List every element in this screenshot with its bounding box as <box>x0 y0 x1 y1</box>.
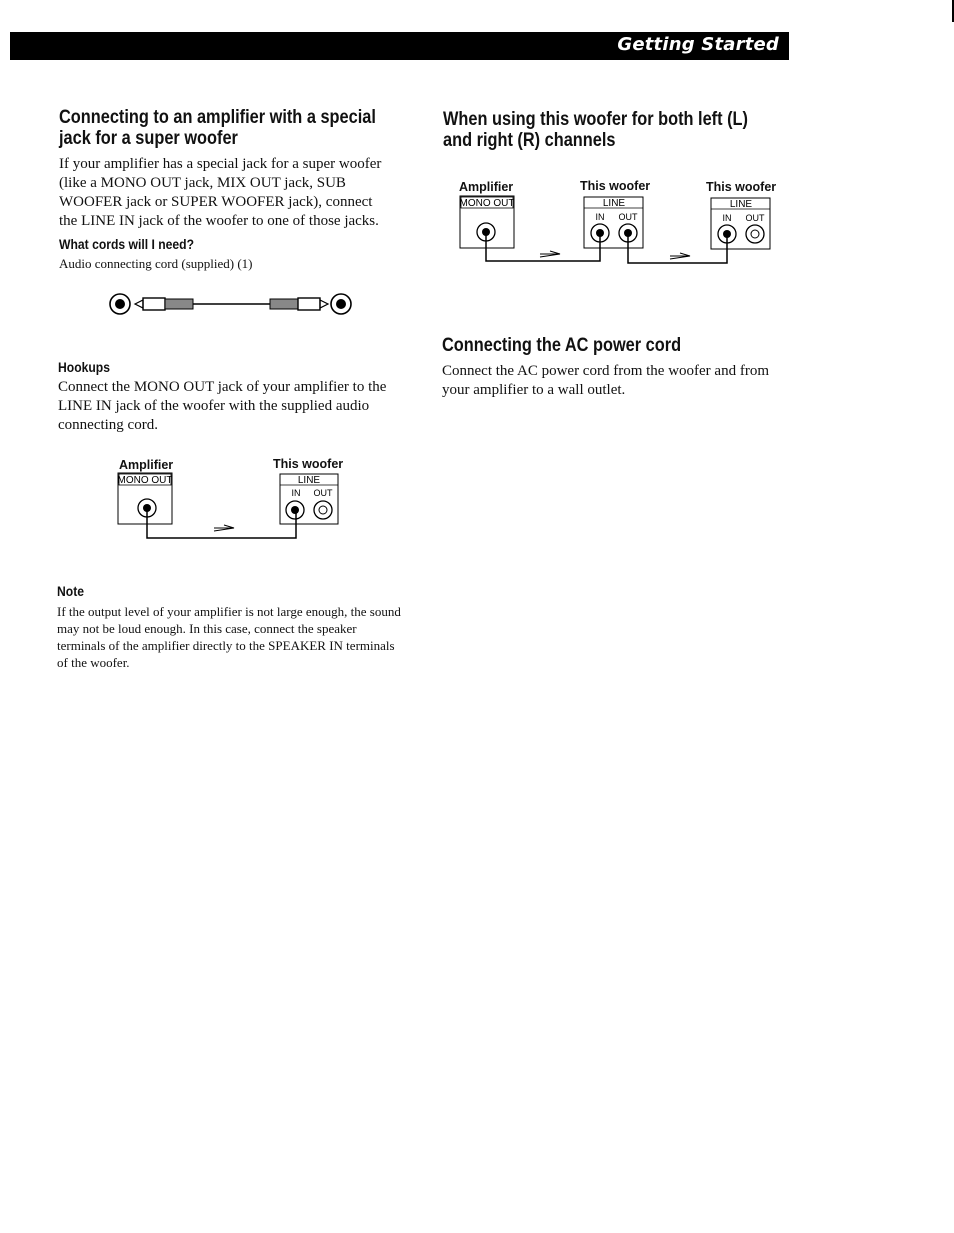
in-label: IN <box>291 488 301 498</box>
woofer2-line-label: LINE <box>729 199 753 210</box>
direction-arrow-2-icon <box>670 253 690 259</box>
direction-arrow-icon <box>214 525 234 531</box>
diagram2-amplifier-label: Amplifier <box>459 180 514 194</box>
hookup-diagram <box>110 470 350 545</box>
diagram2-woofer1-label: This woofer <box>580 179 651 193</box>
right-plug-icon <box>270 294 351 314</box>
woofer2-out-label: OUT <box>745 213 765 223</box>
cords-text: Audio connecting cord (supplied) (1) <box>59 256 253 271</box>
mono-out-label: MONO OUT <box>117 475 173 486</box>
note-heading: Note <box>57 584 84 599</box>
direction-arrow-1-icon <box>540 251 560 257</box>
connection-cable <box>147 508 296 538</box>
note-text: If the output level of your amplifier is not large enough, the sound may not be loud enough. In this case, connect the speaker terminals of the amplifier directly to the SPEAKER IN terminals of the woofer. <box>57 604 401 670</box>
audio-cord-illustration <box>105 288 360 323</box>
right-section-heading: When using this woofer for both left (L) and right (R) channels <box>443 109 748 151</box>
header-bar <box>10 32 789 60</box>
hookups-text: Connect the MONO OUT jack of your amplifier to the LINE IN jack of the woofer with the supplied audio connecting cord. <box>58 379 387 433</box>
woofer1-out-label: OUT <box>618 212 638 222</box>
dual-woofer-diagram <box>450 193 780 268</box>
woofer1-in-label: IN <box>595 212 605 222</box>
diagram2-woofer2-label: This woofer <box>706 180 777 194</box>
mono-out-label: MONO OUT <box>459 198 515 209</box>
hookups-heading: Hookups <box>58 360 110 375</box>
section-title: Getting Started <box>617 34 779 55</box>
woofer2-out-jack-icon <box>746 225 764 243</box>
woofer2-in-label: IN <box>722 213 732 223</box>
line-out-jack-icon <box>314 501 332 519</box>
line-label: LINE <box>297 475 321 486</box>
left-intro-text: If your amplifier has a special jack for a super woofer (like a MONO OUT jack, MIX OUT jack, SUB WOOFER jack or SUPER WOOFER jack), connect the LINE IN jack of the woofer to one of those jacks. <box>59 156 382 229</box>
diagram-woofer-label: This woofer <box>273 457 344 471</box>
left-plug-icon <box>110 294 193 314</box>
out-label: OUT <box>313 488 333 498</box>
left-section-heading: Connecting to an amplifier with a special jack for a super woofer <box>59 107 376 149</box>
ac-power-text: Connect the AC power cord from the woofer and from your amplifier to a wall outlet. <box>442 363 769 398</box>
cords-heading: What cords will I need? <box>59 237 195 252</box>
diagram-amplifier-label: Amplifier <box>119 458 174 472</box>
woofer1-line-label: LINE <box>602 198 626 209</box>
ac-power-heading: Connecting the AC power cord <box>442 335 682 356</box>
